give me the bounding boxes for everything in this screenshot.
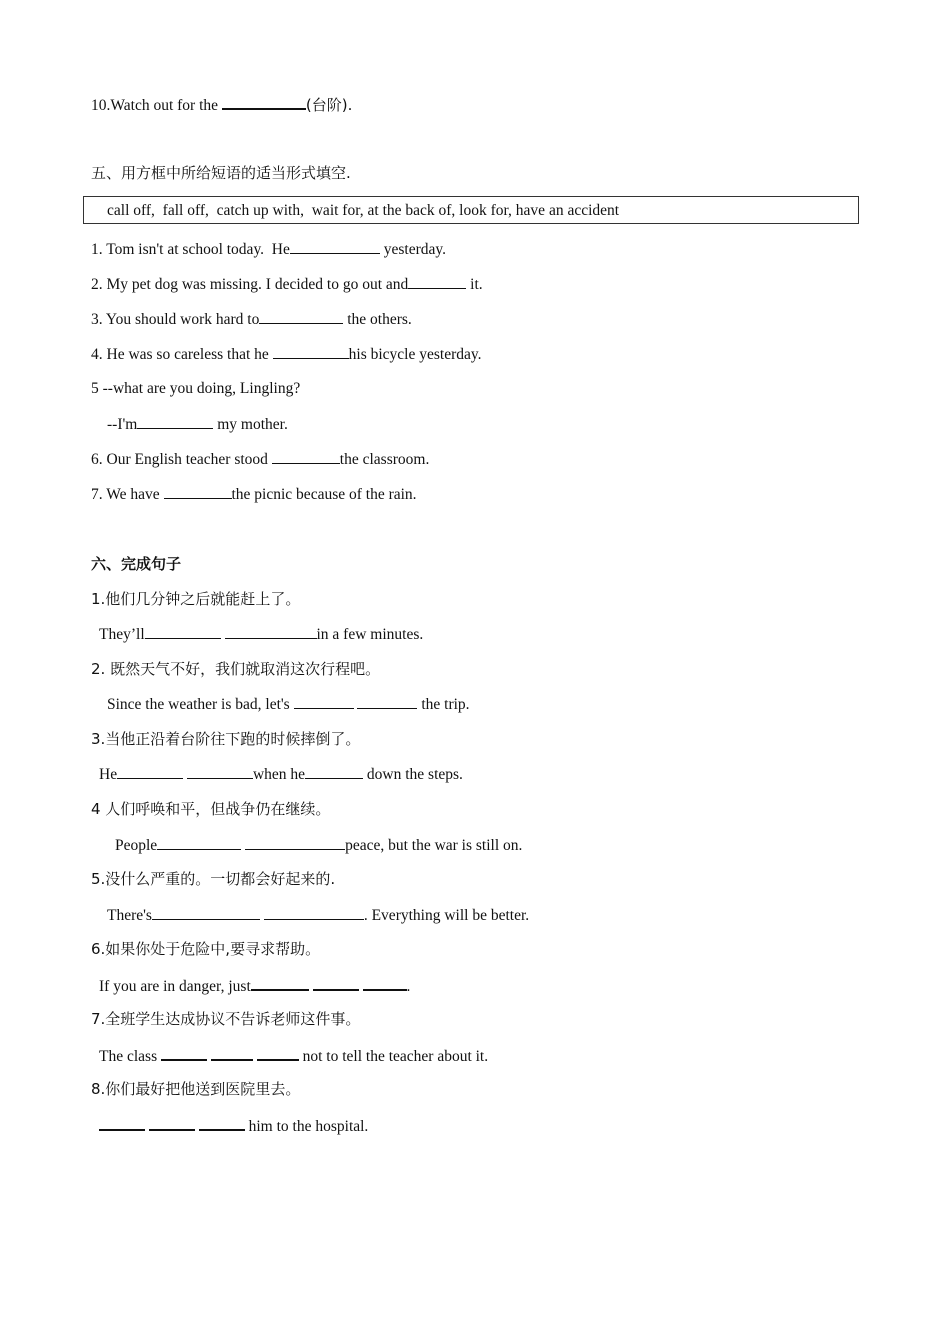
sec5-item-2: 2. My pet dog was missing. I decided to go out and it. [91,276,483,293]
sec6-item-5-chinese: 5.没什么严重的。一切都会好起来的. [91,870,336,888]
sec6-item-1-english: They’ll in a few minutes. [99,626,424,643]
answer-blank[interactable] [294,694,354,709]
sec5-item-5: 5 --what are you doing, Lingling? [91,380,301,397]
answer-blank[interactable] [99,1115,145,1131]
answer-blank[interactable] [273,344,349,359]
answer-blank[interactable] [408,274,466,289]
answer-blank[interactable] [313,975,359,991]
answer-blank[interactable] [152,905,260,920]
sec6-item-6-english: If you are in danger, just . [99,975,410,997]
answer-blank[interactable] [137,414,213,429]
sec6-item-1-chinese: 1.他们几分钟之后就能赶上了。 [91,590,301,608]
sec5-item-7: 7. We have the picnic because of the rain. [91,486,417,503]
answer-blank[interactable] [199,1115,245,1131]
answer-blank[interactable] [222,94,306,110]
sec5-item-5-reply: --I'm my mother. [107,416,288,433]
sec6-item-4-english: People peace, but the war is still on. [115,837,523,854]
answer-blank[interactable] [157,835,241,850]
answer-blank[interactable] [117,764,183,779]
answer-blank[interactable] [290,239,380,254]
answer-blank[interactable] [225,624,317,639]
answer-blank[interactable] [257,1045,299,1061]
section-5-title: 五、用方框中所给短语的适当形式填空. [91,164,351,182]
sec6-item-3-english: He when he down the steps. [99,766,463,783]
answer-blank[interactable] [149,1115,195,1131]
answer-blank[interactable] [363,975,407,991]
answer-blank[interactable] [161,1045,207,1061]
answer-blank[interactable] [305,764,363,779]
sec5-item-1: 1. Tom isn't at school today. He yesterday. [91,241,447,258]
sec6-item-3-chinese: 3.当他正沿着台阶往下跑的时候摔倒了。 [91,730,361,748]
phrase-box: call off, fall off, catch up with, wait for, at the back of, look for, have an accident [83,196,859,224]
sec5-item-3: 3. You should work hard to the others. [91,311,412,328]
answer-blank[interactable] [251,975,309,991]
sec6-item-8-chinese: 8.你们最好把他送到医院里去。 [91,1080,301,1098]
sec6-item-8-english: him to the hospital. [99,1115,368,1137]
answer-blank[interactable] [164,484,232,499]
sec6-item-4-chinese: 4 人们呼唤和平，但战争仍在继续。 [91,800,331,818]
answer-blank[interactable] [259,309,343,324]
answer-blank[interactable] [145,624,221,639]
answer-blank[interactable] [187,764,253,779]
answer-blank[interactable] [357,694,417,709]
sec6-item-2-english: Since the weather is bad, let's the trip. [107,696,470,713]
section-6-title: 六、完成句子 [91,555,182,573]
sec5-item-6: 6. Our English teacher stood the classroom. [91,451,430,468]
sec6-item-2-chinese: 2. 既然天气不好，我们就取消这次行程吧。 [91,660,381,678]
question-10: 10.Watch out for the (台阶). [91,96,353,114]
answer-blank[interactable] [272,449,340,464]
answer-blank[interactable] [264,905,364,920]
sec6-item-7-english: The class not to tell the teacher about it. [99,1045,488,1067]
answer-blank[interactable] [211,1045,253,1061]
sec6-item-7-chinese: 7.全班学生达成协议不告诉老师这件事。 [91,1010,361,1028]
sec6-item-5-english: There's . Everything will be better. [107,907,530,924]
sec5-item-4: 4. He was so careless that he his bicycle yesterday. [91,346,482,363]
sec6-item-6-chinese: 6.如果你处于危险中,要寻求帮助。 [91,940,321,958]
answer-blank[interactable] [245,835,345,850]
